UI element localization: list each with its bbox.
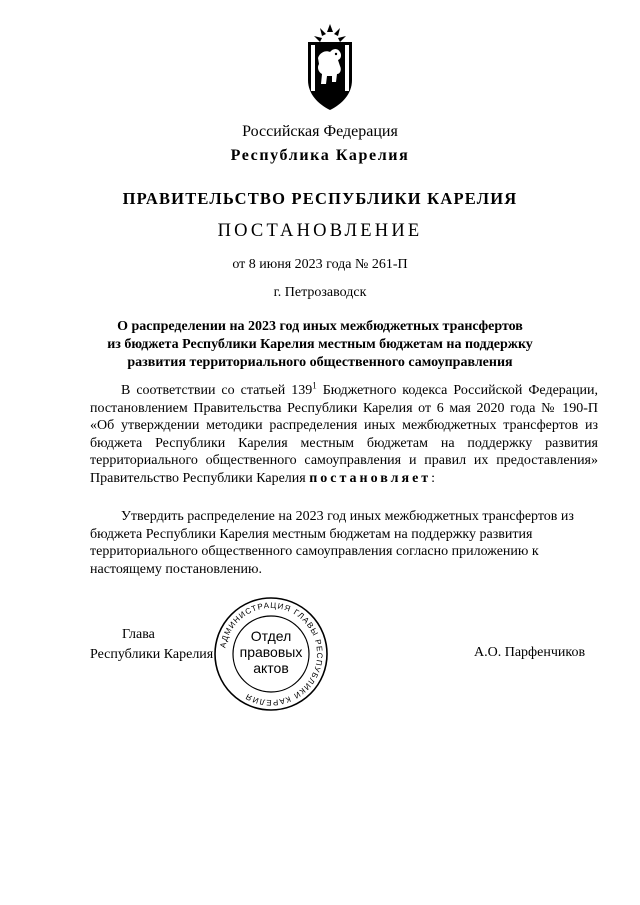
paragraph-resolution: Утвердить распределение на 2023 год иных межбюджетных трансфертов из бюджета Республики Карелия местным бюджетам на поддержку развития территориального общественного самоуправления согласно приложению к настоящему постановлению. bbox=[90, 509, 574, 577]
preamble-rest: Бюджетного кодекса Российской Федерации, постановлением Правительства Республики Карелия от 6 мая 2020 года № 190-П «Об утверждении методики распределения иных межбюджетных трансфертов из бюджета Республики Карелия местным бюджетам на поддержку развития территориального общественного самоуправления и правил их предоставления» Правительство Республики Карелия bbox=[90, 383, 598, 486]
preamble-end: : bbox=[431, 470, 436, 486]
subject-line: из бюджета Республики Карелия местным бюджетам на поддержку bbox=[107, 337, 533, 352]
document-subject bbox=[80, 318, 560, 372]
decree-word: постановляет bbox=[309, 470, 432, 486]
signer-title bbox=[90, 625, 213, 665]
signer-title-line: Глава bbox=[122, 627, 155, 642]
republic-name: Республика Карелия bbox=[230, 147, 410, 164]
signer-title-line: Республики Карелия bbox=[90, 647, 214, 662]
stamp-line: правовых bbox=[239, 644, 303, 660]
preamble-start: В соответствии со статьей 139 bbox=[121, 383, 313, 398]
government-name: ПРАВИТЕЛЬСТВО РЕСПУБЛИКИ КАРЕЛИЯ bbox=[122, 189, 518, 208]
stamp-line: актов bbox=[253, 660, 289, 676]
svg-text:АДМИНИСТРАЦИЯ ГЛАВЫ РЕСПУБЛИКИ: АДМИНИСТРАЦИЯ ГЛАВЫ РЕСПУБЛИКИ КАРЕЛИЯ bbox=[218, 600, 325, 708]
signer-name: А.О. Парфенчиков bbox=[474, 645, 586, 660]
document-type: ПОСТАНОВЛЕНИЕ bbox=[217, 221, 423, 241]
karelia-coat-of-arms-icon bbox=[300, 22, 360, 112]
document-city: г. Петрозаводск bbox=[273, 285, 367, 300]
paragraph-preamble bbox=[90, 382, 598, 487]
article-superscript: 1 bbox=[312, 380, 317, 391]
document-date: от 8 июня 2023 года № 261-П bbox=[232, 257, 408, 272]
country-name: Российская Федерация bbox=[242, 123, 398, 140]
subject-line: О распределении на 2023 год иных межбюджетных трансфертов bbox=[117, 319, 523, 334]
subject-line: развития территориального общественного самоуправления bbox=[127, 355, 513, 370]
stamp-line: Отдел bbox=[250, 628, 292, 644]
